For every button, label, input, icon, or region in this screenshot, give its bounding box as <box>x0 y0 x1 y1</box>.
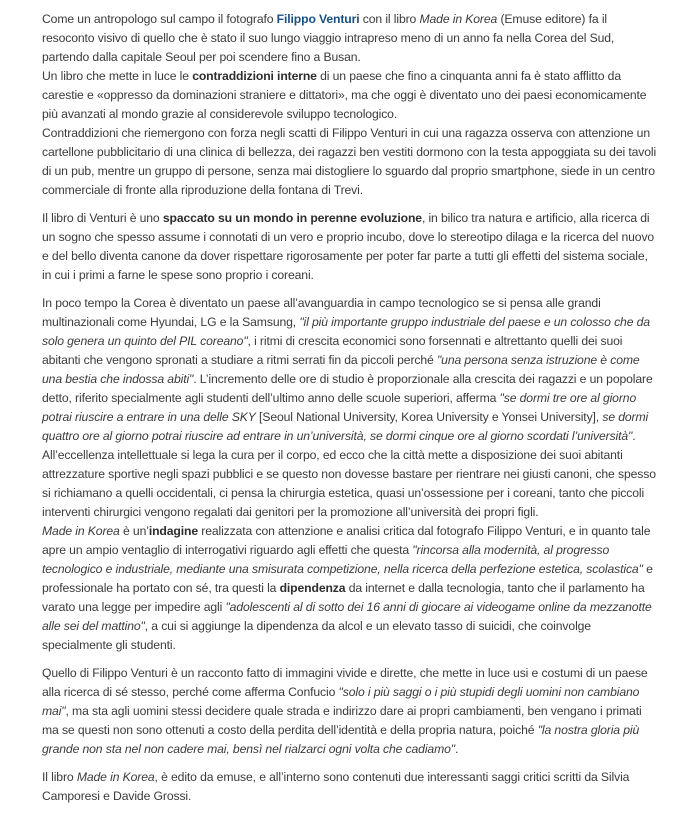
text-segment: . <box>632 429 636 443</box>
text-segment: Quello di Filippo Venturi è un racconto fatto di immagini vivide e dirette, che mette in luce usi e costumi di un paese alla ricerca di sé stesso, perché come afferma Confucio <box>42 666 648 699</box>
text-segment: e professionale ha portato con sé, tra questi la <box>42 562 653 595</box>
text-segment: dipendenza <box>279 581 346 595</box>
paragraph <box>42 664 660 759</box>
book-title: Made in Korea <box>419 12 498 26</box>
text-segment: da internet e dalla tecnologia, tanto che il parlamento ha varato una legge per impedire agli <box>42 581 645 614</box>
text-segment: , a cui si aggiunge la dipendenza da alcol e un elevato tasso di suicidi, che coinvolge specialmente gli studenti. <box>42 619 591 652</box>
paragraph <box>42 209 660 285</box>
text-segment: All’eccellenza intellettuale si lega la cura per il corpo, ed ecco che la città mette a disposizione dei suoi abitanti attrezzature sportive negli spazi pubblici e se questo non dovesse bastare per rientrare nei giusti canoni, che spesso si richiamano a quelli occidentali, ci pensa la chirurgia estetica, quasi un’ossessione per i coreani, tanto che piccoli interventi chirurgici vengono regalati dai genitori per la promozione all’università dei propri figli. <box>42 448 656 519</box>
paragraph <box>42 67 660 124</box>
paragraph <box>42 446 660 522</box>
paragraph-block <box>42 664 660 759</box>
paragraph <box>42 294 660 446</box>
text-segment: "la nostra gloria più grande non sta nel non cadere mai, bensì nel rialzarci ogni volta che cadiamo" <box>42 723 640 756</box>
text-segment: , in bilico tra natura e artificio, alla ricerca di un sogno che spesso assume i connotati di un vero e proprio incubo, dove lo stereotipo dilaga e la ricerca del nuovo e del bello diventa canone da dover rispettare rigorosamente per poter far parte a tutti gli effetti del sistema sociale, in cui i primi a farne le spese sono proprio i coreani. <box>42 211 655 282</box>
text-segment: spaccato su un mondo in perenne evoluzione <box>162 211 422 225</box>
text-segment: "una persona senza istruzione è come una bestia che indossa abiti" <box>42 353 640 386</box>
text-segment: di un paese che fino a cinquanta anni fa è stato afflitto da carestie e «oppresso da dominazioni straniere e dittatori», ma che oggi è diventato uno dei paesi economicamente più avanzati al mondo grazie al considerevole sviluppo tecnologico. <box>42 69 647 121</box>
author-name-link[interactable]: Filippo Venturi <box>276 12 360 26</box>
text-segment: [Seoul National University, Korea University e Yonsei University], <box>255 410 603 424</box>
text-segment: contraddizioni interne <box>192 69 317 83</box>
text-segment: In poco tempo la Corea è diventato un paese all’avanguardia in campo tecnologico se si pensa alle grandi multinazionali come Hyundai, LG e la Samsung, <box>42 296 601 329</box>
book-title: Made in Korea <box>42 524 120 538</box>
text-segment: "rincorsa alla modernità, al progresso tecnologico e industriale, mediante una smisurata competizione, nella ricerca della perfezione estetica, scolastica" <box>42 543 643 576</box>
paragraph <box>42 124 660 200</box>
paragraph <box>42 768 660 806</box>
text-segment: se dormi quattro ore al giorno potrai riuscire ad entrare in un’università, se dormi cinque ore al giorno scordati l’università" <box>42 410 649 443</box>
paragraph <box>42 10 660 67</box>
paragraph-block <box>42 10 660 200</box>
text-segment: , ma sta agli uomini stessi decidere quale strada e indirizzo dare ai propri cambiamenti, ben vengano i primati ma se questi non sono ottenuti a costo della perdita dell’identità e della propria natura, poiché <box>42 704 642 737</box>
text-segment: (Emuse editore) fa il resoconto visivo di quello che è stato il suo lungo viaggio intrapreso meno di un anno fa nella Corea del Sud, partendo dalla capitale Seoul per poi scendere fino a Busan. <box>42 12 615 64</box>
text-segment: "il più importante gruppo industriale del paese e un colosso che da solo genera un quinto del PIL coreano" <box>42 315 650 348</box>
text-segment: . L’incremento delle ore di studio è proporzionale alla crescita dei ragazzi e un popolare detto, riferito specialmente agli studenti dell’ultimo anno delle scuole superiori, afferma <box>42 372 653 405</box>
text-segment: "solo i più saggi o i più stupidi degli uomini non cambiano mai" <box>42 685 640 718</box>
text-segment: . <box>454 742 459 756</box>
text-segment: Il libro <box>42 770 77 784</box>
text-segment: , i ritmi di crescita economici sono forsennati e altrettanto quelli dei suoi abitanti che vengono spronati a studiare a ritmi serrati fin da piccoli perché <box>42 334 623 367</box>
text-segment: "se dormi tre ore al giorno potrai riuscire a entrare in una delle SKY <box>42 391 637 424</box>
book-title: Made in Korea <box>76 770 155 784</box>
text-segment: con il libro <box>359 12 420 26</box>
paragraph-block <box>42 294 660 655</box>
text-segment: è un’ <box>119 524 149 538</box>
text-segment: "adolescenti al di sotto dei 16 anni di giocare ai videogame online da mezzanotte alle sei del mattino" <box>42 600 652 633</box>
text-segment: Un libro che mette in luce le <box>42 69 193 83</box>
text-segment: Contraddizioni che riemergono con forza negli scatti di Filippo Venturi in cui una ragazza osserva con attenzione un cartellone pubblicitario di una clinica di bellezza, dei ragazzi ben vestiti dormono con la testa appoggiata su dei tavoli di un pub, mentre un gruppo di persone, senza mai distogliere lo sguardo dal proprio smartphone, siede in un centro commerciale di fronte alla riproduzione della fontana di Trevi. <box>42 126 657 197</box>
paragraph-block <box>42 768 660 806</box>
paragraph-block <box>42 209 660 285</box>
text-segment: Il libro di Venturi è uno <box>42 211 163 225</box>
text-segment: indagine <box>148 524 198 538</box>
paragraph <box>42 522 660 655</box>
text-segment: Come un antropologo sul campo il fotografo <box>42 12 277 26</box>
text-segment: realizzata con attenzione e analisi critica dal fotografo Filippo Venturi, e in quanto tale apre un ampio ventaglio di interrogativi riguardo agli effetti che questa <box>42 524 651 557</box>
text-segment: , è edito da emuse, e all’interno sono contenuti due interessanti saggi critici scritti da Silvia Camporesi e Davide Grossi. <box>42 770 630 803</box>
